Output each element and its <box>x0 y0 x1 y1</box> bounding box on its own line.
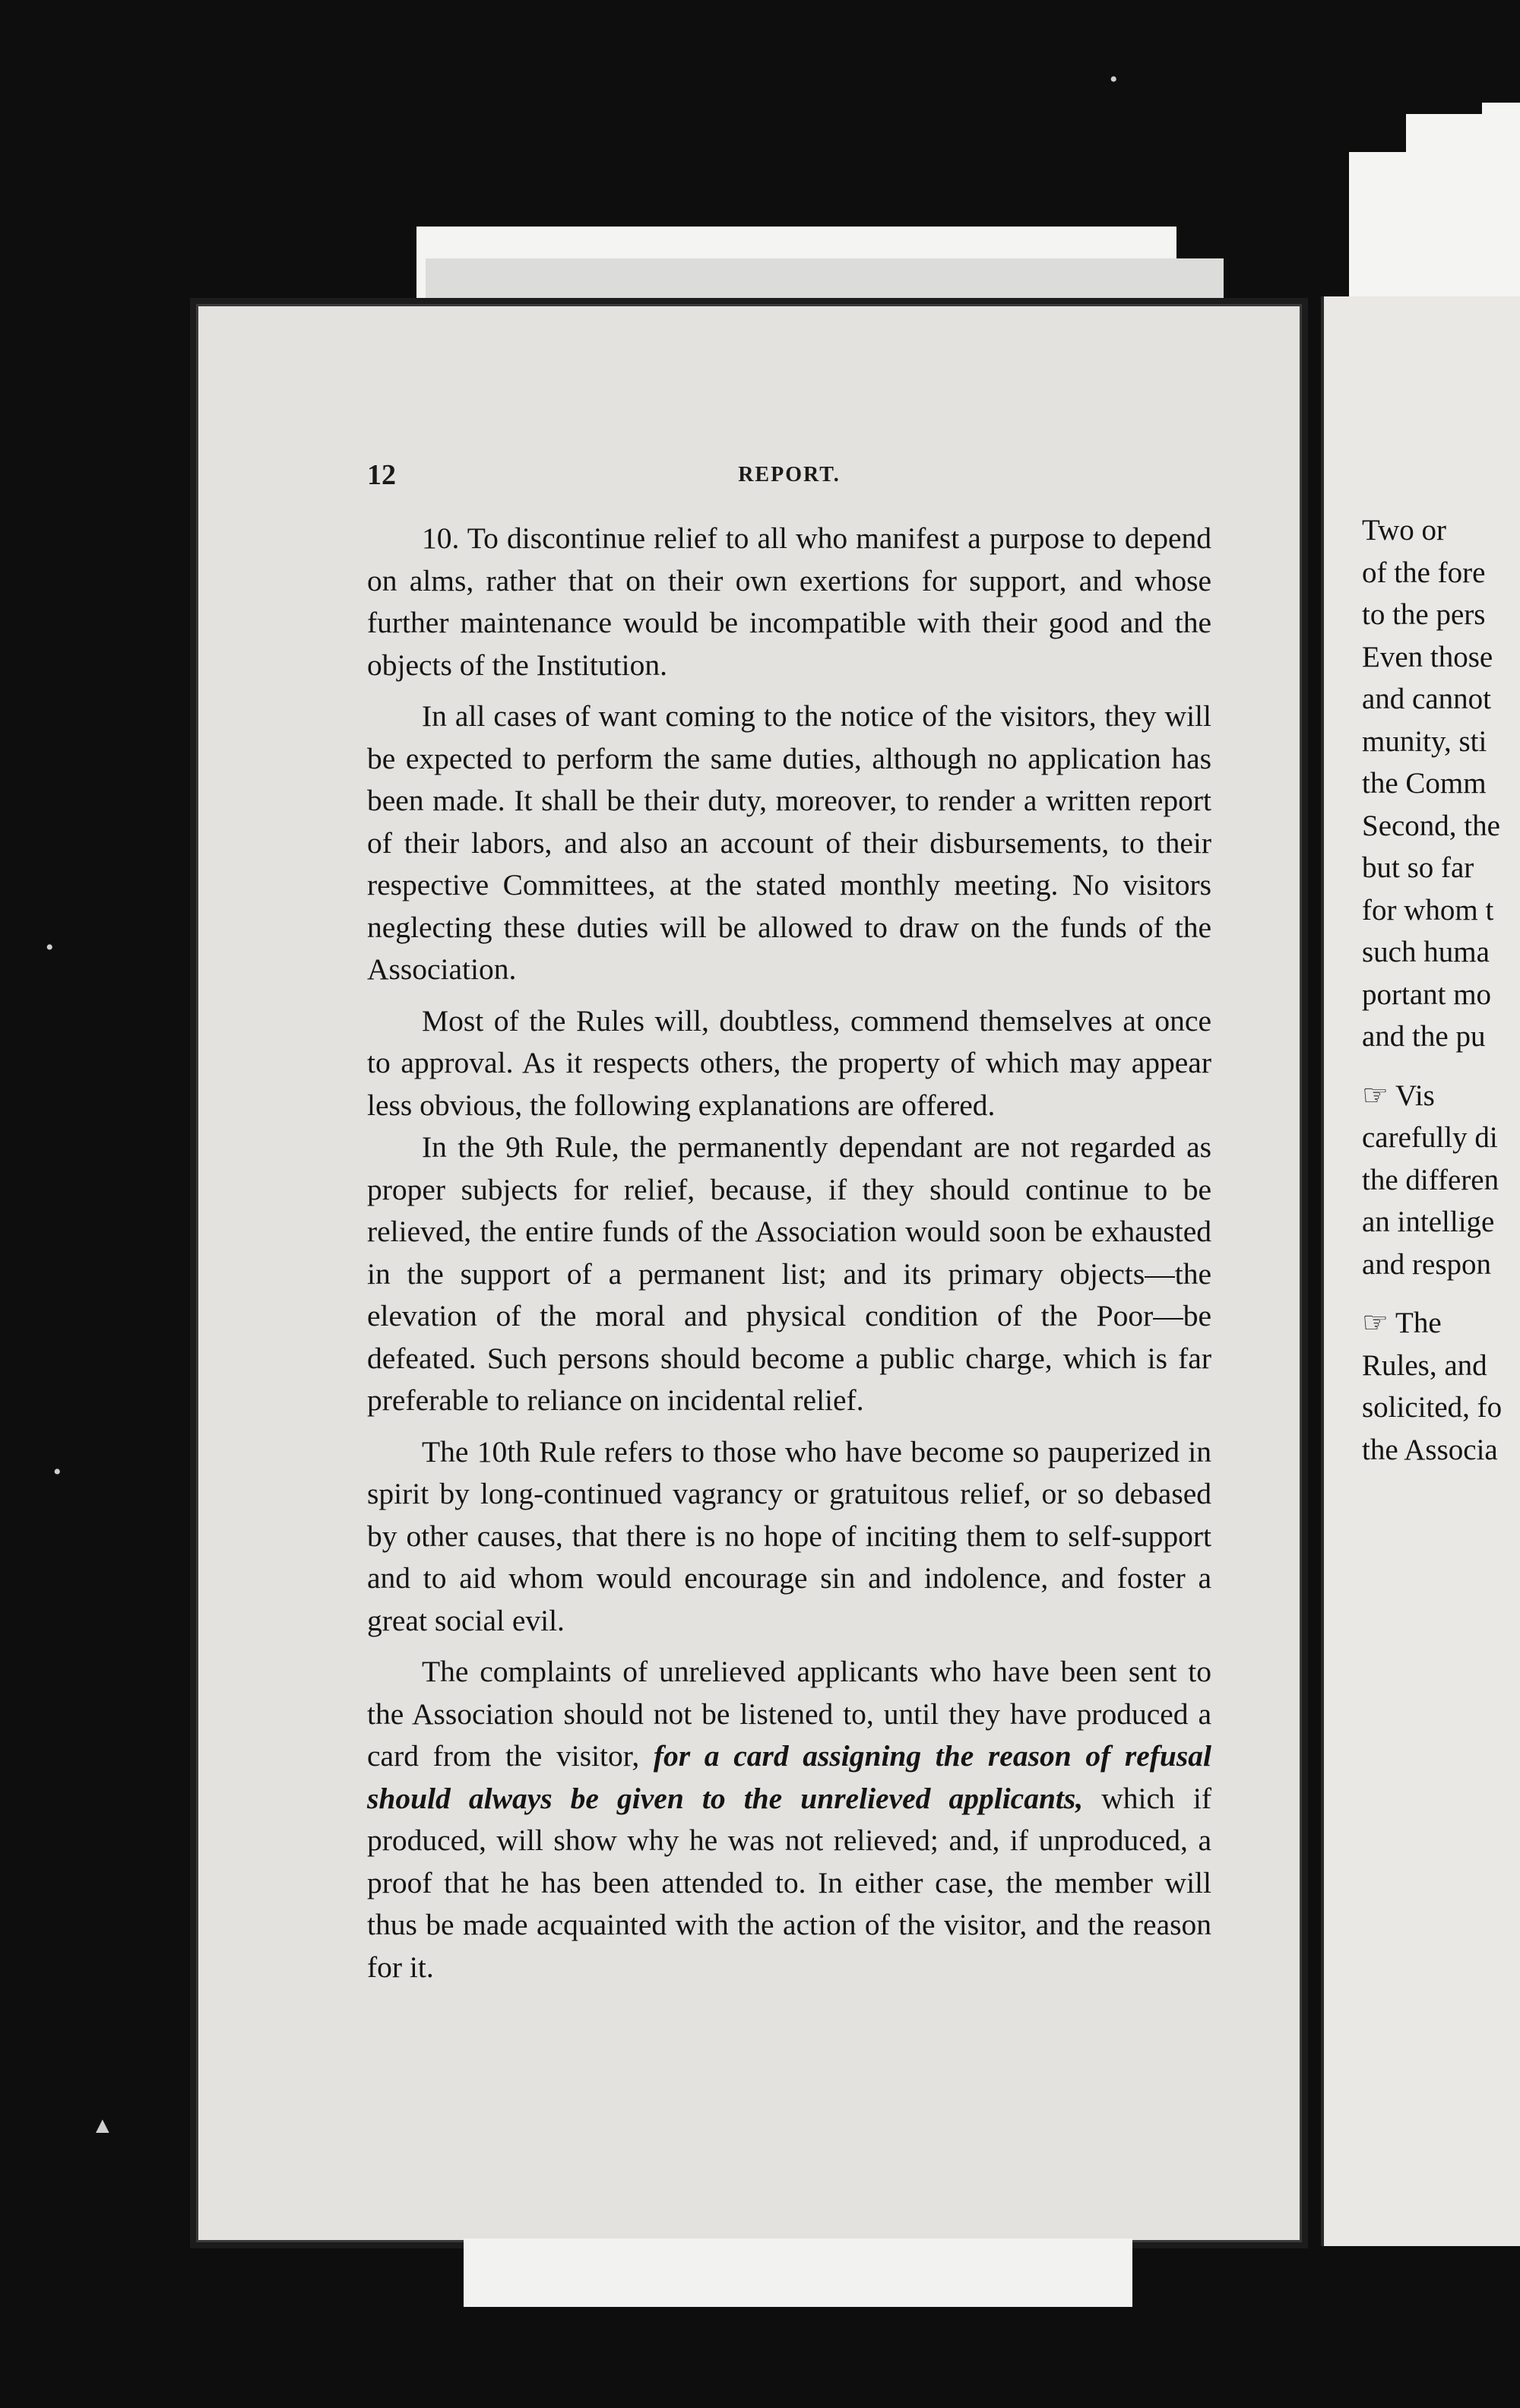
paper-tab-bottom <box>464 2238 1132 2307</box>
facing-line: carefully di <box>1362 1121 1498 1154</box>
facing-gap <box>1362 1058 1520 1075</box>
paper-tab-top-right-3 <box>1482 103 1520 148</box>
facing-line: of the fore <box>1362 556 1486 589</box>
page-number: 12 <box>367 459 396 491</box>
facing-line: and respon <box>1362 1247 1492 1281</box>
page-body <box>367 518 1211 1998</box>
facing-line: solicited, fo <box>1362 1391 1503 1424</box>
complaints-text-2: which if produced, will show why he was not relieved; and, if unproduced, a proof that he has been attended to. In either case, the member will thus be made acquainted with the action of the visitor, and the reason for it. <box>367 1781 1211 1984</box>
paper-tab-top-right-1 <box>1349 152 1520 304</box>
facing-line: Even those <box>1362 640 1493 673</box>
complaints-text-1: The complaints of unrelieved applicants who have been sent to the Association should not be listened to, until they have produced a card from the visitor, <box>367 1655 1211 1773</box>
film-speck: • <box>53 1459 62 1484</box>
facing-line: and the pu <box>1362 1020 1486 1053</box>
page-header <box>367 458 1211 504</box>
film-speck: • <box>1110 67 1118 92</box>
facing-line: Two or <box>1362 514 1447 547</box>
facing-line: and cannot <box>1362 683 1492 715</box>
facing-line: portant mo <box>1362 977 1492 1011</box>
paragraph-complaints <box>367 1651 1211 1988</box>
facing-line: the differen <box>1362 1163 1499 1196</box>
paragraph-9th-rule: In the 9th Rule, the permanently dependant are not regarded as proper subjects for relief, because, if they should continue to be relieved, the entire funds of the Association would soon be exhausted in the support of a permanent list; and its primary objects—the elevation of the moral and physical condition of the Poor—be defeated. Such persons should become a public charge, which is far preferable to reliance on incidental relief. <box>367 1130 1211 1417</box>
facing-line: ☞ Vis <box>1362 1079 1435 1112</box>
paragraph-rule-10: 10. To discontinue relief to all who manifest a purpose to depend on alms, rather that on their own exertions for support, and whose further maintenance would be incompatible with their good and the objects of the Institution. <box>367 521 1211 682</box>
facing-line: the Comm <box>1362 767 1487 800</box>
paragraph-10th-rule: The 10th Rule refers to those who have become so pauperized in spirit by long-continued vagrancy or gratuitous relief, or so debased by other causes, that there is no hope of inciting them to self-support and to aid whom would encourage sin and indolence, and foster a great social evil. <box>367 1434 1211 1637</box>
facing-line: munity, sti <box>1362 724 1487 758</box>
facing-line: to the pers <box>1362 598 1486 631</box>
facing-page-text <box>1362 509 1520 1471</box>
paragraph-visitors-duties: In all cases of want coming to the notice of the visitors, they will be expected to perform the same duties, although no application has been made. It shall be their duty, moreover, to render a written report of their labors, and also an account of their disbursements, to their respective Committees, at the stated monthly meeting. No visitors neglecting these duties will be allowed to draw on the funds of the Association. <box>367 699 1211 986</box>
facing-line: such huma <box>1362 936 1490 968</box>
running-head: REPORT. <box>738 463 841 486</box>
facing-line: Rules, and <box>1362 1348 1487 1382</box>
facing-line: Second, the <box>1362 809 1500 842</box>
facing-line: ☞ The <box>1362 1307 1442 1339</box>
facing-page <box>1321 296 1520 2246</box>
complaints-italic: for a card assigning the reason of refusal should always be given to the unrelieved applicants, <box>367 1739 1212 1815</box>
paragraph-rules-approval: Most of the Rules will, doubtless, commend themselves at once to approval. As it respects others, the property of which may appear less obvious, the following explanations are offered. <box>367 1003 1211 1122</box>
facing-line: an intellige <box>1362 1206 1495 1238</box>
film-speck: ▲ <box>91 2113 114 2138</box>
facing-gap <box>1362 1285 1520 1302</box>
left-page <box>196 304 1302 2242</box>
facing-line: for whom t <box>1362 893 1494 927</box>
facing-line: the Associa <box>1362 1433 1498 1466</box>
film-speck: • <box>46 935 54 960</box>
facing-line: but so far <box>1362 851 1474 884</box>
